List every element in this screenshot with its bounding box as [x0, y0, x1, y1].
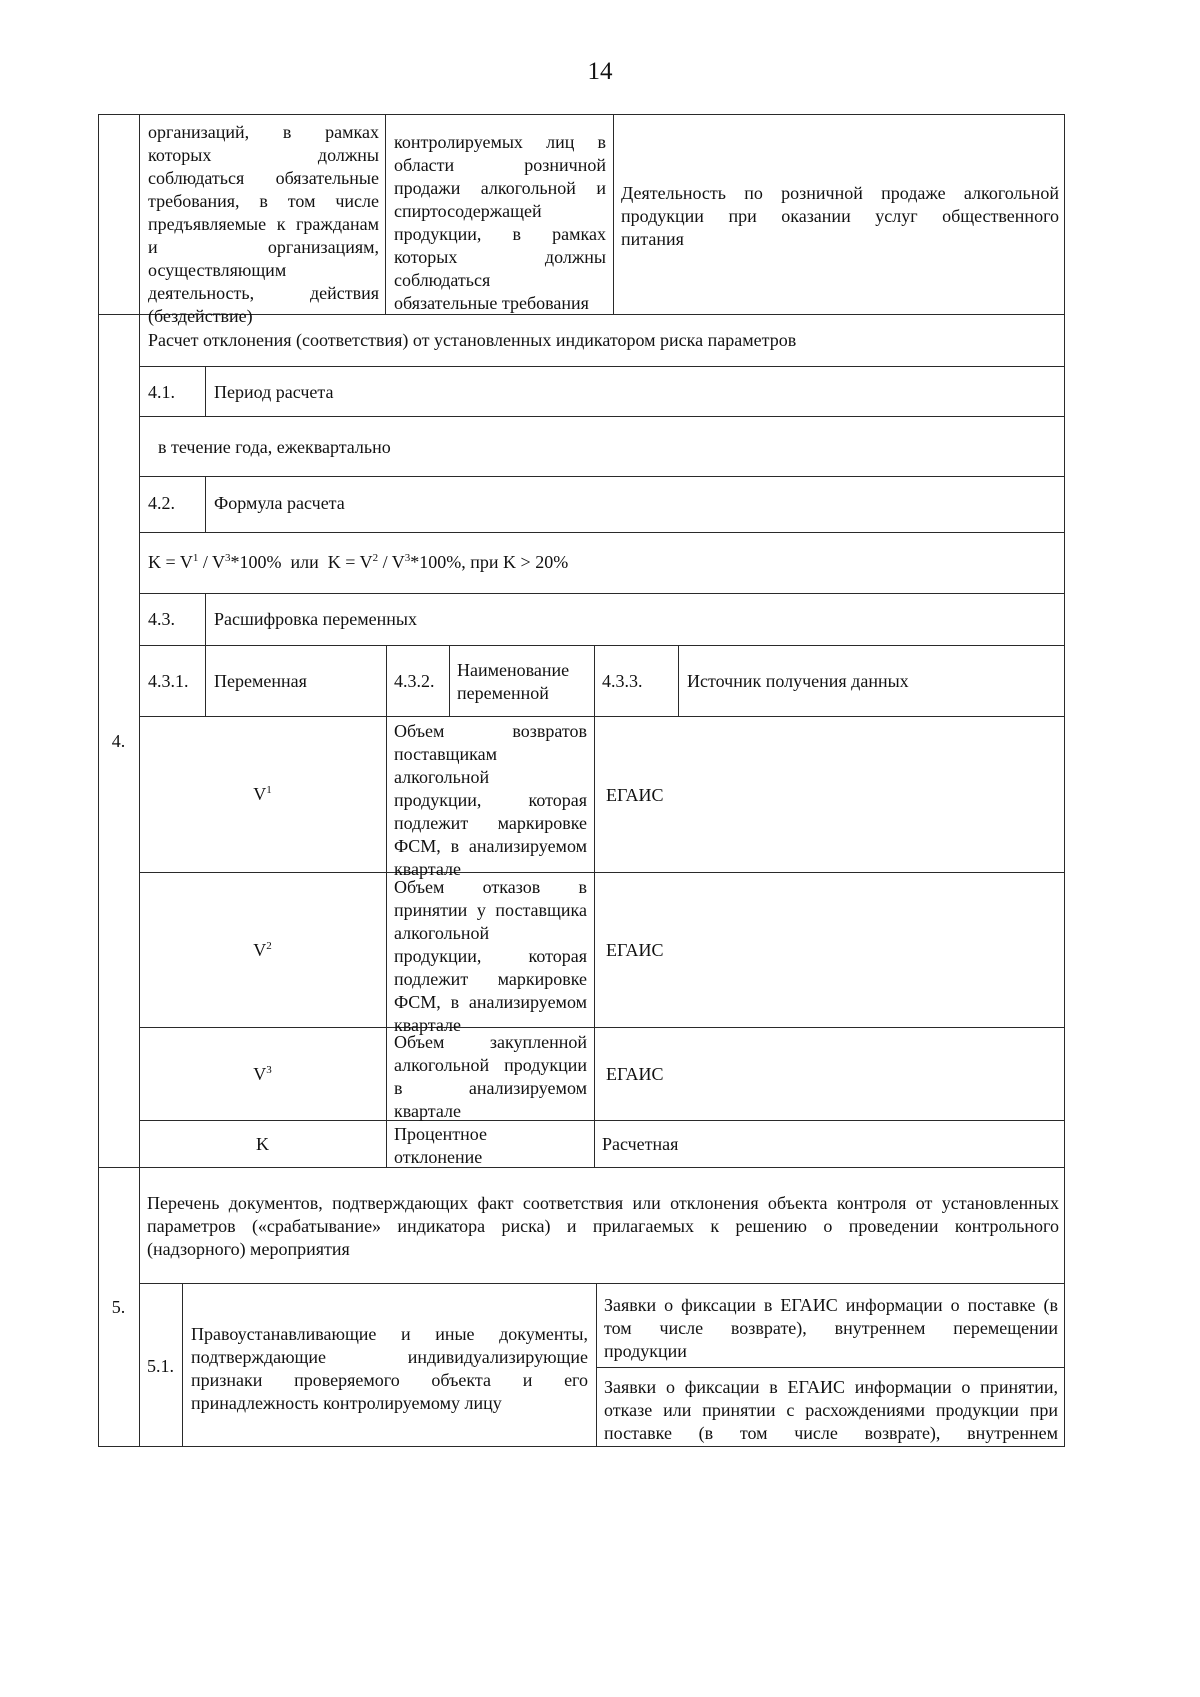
subsection-5-1-text: Правоустанавливающие и иные документы, подтверждающие индивидуализирующие признаки проверяемого объекта и его принадлежность контролируемому лицу [191, 1324, 588, 1413]
variable-v2-source: ЕГАИС [606, 940, 664, 960]
row-divider [139, 416, 1064, 417]
variable-k-name: Процентное отклонение [394, 1124, 487, 1167]
row-divider [139, 1283, 1064, 1284]
row-divider [139, 1027, 1064, 1028]
column-divider [182, 1283, 183, 1446]
variable-v3: $V^3$ [253, 1064, 272, 1084]
period-label: Период расчета [214, 382, 334, 402]
row-divider [596, 1367, 1064, 1368]
vars-number: 4.3. [148, 609, 175, 629]
formula-number: 4.2. [148, 493, 175, 513]
row-divider [98, 1167, 1064, 1168]
column-divider [205, 476, 206, 532]
column-divider [205, 593, 206, 716]
header-name-number: 4.3.2. [394, 671, 435, 691]
row3-col3-text: контролируемых лиц в области розничной продажи алкогольной и спиртосодержащей продукции, в рамках которых должны соблюдаться обязательные требования [394, 132, 606, 313]
subsection-5-1-right-top: Заявки о фиксации в ЕГАИС информации о поставке (в том числе возврате), внутреннем перемещении продукции [604, 1295, 1058, 1361]
row3-col2-text: организаций, в рамках которых должны соблюдаться обязательные требования, в том числе предъявляемые к гражданам и организациям, осуществляющим деятельность, действия (бездействие) [148, 122, 379, 326]
variable-v2-name: Объем отказов в принятии у поставщика алкогольной продукции, которая подлежит маркировке ФСМ, в анализируемом квартале [394, 877, 587, 1035]
table-top-border [98, 114, 1064, 115]
variable-k: K [256, 1134, 269, 1154]
section4-heading: Расчет отклонения (соответствия) от установленных индикатором риска параметров [148, 330, 797, 350]
row-divider [139, 476, 1064, 477]
row-divider [139, 645, 1064, 646]
section5-number: 5. [111, 1297, 126, 1317]
row-divider [139, 1120, 1064, 1121]
subsection-5-1-number: 5.1. [147, 1356, 174, 1376]
header-source-number: 4.3.3. [602, 671, 643, 691]
column-divider [613, 114, 614, 314]
vars-label: Расшифровка переменных [214, 609, 417, 629]
variable-v2: $V^2$ [253, 940, 272, 960]
variable-k-source: Расчетная [602, 1134, 679, 1154]
subsection-5-1-right-bottom: Заявки о фиксации в ЕГАИС информации о принятии, отказе или принятии с расхождениями продукции при поставке (в том числе возврате), внутреннем [604, 1377, 1058, 1443]
variable-v1-name: Объем возвратов поставщикам алкогольной продукции, которая подлежит маркировке ФСМ, в анализируемом квартале [394, 721, 587, 879]
column-divider [449, 645, 450, 716]
row-divider [139, 872, 1064, 873]
column-divider [596, 1283, 597, 1446]
table-bottom-border [98, 1446, 1064, 1447]
header-name: Наименование переменной [457, 660, 570, 703]
column-divider [386, 645, 387, 1167]
column-divider [594, 645, 595, 1167]
row-divider [139, 716, 1064, 717]
column-divider [678, 645, 679, 716]
variable-v1: $V^1$ [253, 784, 272, 804]
column-divider [385, 114, 386, 314]
header-variable: Переменная [214, 671, 307, 691]
table-right-border [1064, 114, 1065, 1447]
column-divider [205, 366, 206, 416]
formula-label: Формула расчета [214, 493, 345, 513]
column-divider [139, 114, 140, 1447]
row-divider [139, 532, 1064, 533]
table-left-border [98, 114, 99, 1447]
row-divider [139, 366, 1064, 367]
variable-v1-source: ЕГАИС [606, 785, 664, 805]
section4-number: 4. [111, 731, 126, 751]
variable-v3-name: Объем закупленной алкогольной продукции в анализируемом квартале [394, 1032, 587, 1121]
section5-heading: Перечень документов, подтверждающих факт соответствия или отклонения объекта контроля от установленных параметров («срабатывание» индикатора риска) и прилагаемых к решению о проведении контрольного (надзорного) мероприятия [147, 1193, 1059, 1259]
row-divider [139, 593, 1064, 594]
row3-col4-text: Деятельность по розничной продаже алкогольной продукции при оказании услуг общественного питания [621, 183, 1059, 249]
header-variable-number: 4.3.1. [148, 671, 189, 691]
period-number: 4.1. [148, 382, 175, 402]
formula-text: $K = V^1 / V^3*100\%$ или $K = V^2 / V^3*100\%$, при K > 20% [148, 552, 569, 572]
variable-v3-source: ЕГАИС [606, 1064, 664, 1084]
header-source: Источник получения данных [687, 671, 909, 691]
period-value: в течение года, ежеквартально [158, 437, 391, 457]
page-number: 14 [587, 58, 613, 85]
